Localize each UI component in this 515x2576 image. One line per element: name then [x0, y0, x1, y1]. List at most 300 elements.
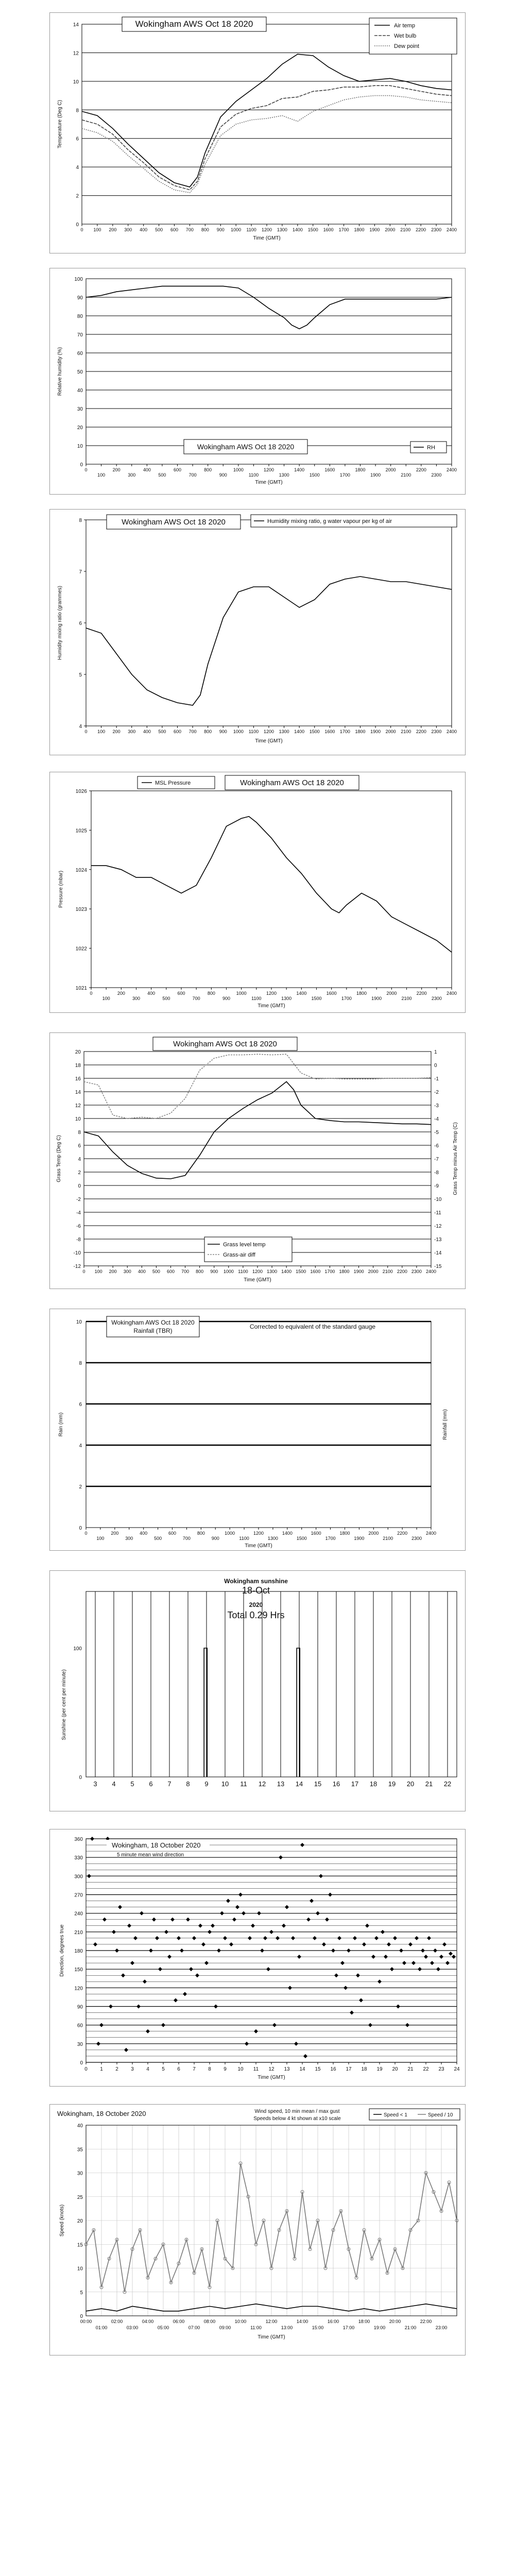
- x-tick-label: 1400: [282, 1531, 293, 1536]
- x-tick-label: 200: [117, 991, 125, 996]
- data-point: [374, 1936, 379, 1940]
- y-tick-label: 60: [77, 351, 83, 357]
- x-tick-label: 1400: [292, 227, 303, 232]
- x-tick-label: 2300: [411, 1269, 422, 1274]
- data-point: [143, 1979, 147, 1984]
- x-tick-label: 2100: [401, 472, 411, 478]
- legend-label: Speed < 1: [384, 2112, 407, 2118]
- x-tick-label: 1000: [225, 1531, 235, 1536]
- y-tick-label: -4: [76, 1210, 81, 1216]
- x-tick-label: 22: [423, 2066, 429, 2072]
- x-tick-label: 22: [443, 1780, 452, 1788]
- y-tick-label: 10: [73, 79, 79, 85]
- x-tick-label: 1200: [263, 729, 274, 734]
- x-tick-label: 2300: [411, 1536, 422, 1541]
- humidity-chart-svg: [50, 268, 465, 494]
- rainfall-chart: [49, 1309, 466, 1551]
- data-point: [344, 1986, 348, 1990]
- x-tick-label: 0: [84, 729, 88, 734]
- y-tick-label: 14: [75, 1090, 81, 1095]
- x-tick-label: 700: [185, 227, 194, 232]
- x-tick-label: 14:00: [296, 2319, 308, 2324]
- x-tick-label: 1100: [239, 1536, 249, 1541]
- x-tick-label: 19: [388, 1780, 396, 1788]
- data-point: [214, 2005, 218, 2009]
- legend-label: RH: [427, 445, 435, 451]
- y-tick-label: 7: [79, 569, 82, 575]
- y-tick-label: -6: [76, 1224, 81, 1229]
- x-tick-label: 1800: [355, 729, 366, 734]
- x-tick-label: 1300: [277, 227, 287, 232]
- data-point: [362, 1942, 366, 1946]
- data-point: [436, 1967, 440, 1971]
- wind-speed-chart-svg: [50, 2105, 465, 2355]
- y-tick-label: 40: [77, 2123, 83, 2129]
- data-point: [220, 1911, 224, 1916]
- y-tick-label: 35: [77, 2147, 83, 2153]
- x-tick-label: 1: [100, 2066, 103, 2072]
- x-tick-label: 21:00: [404, 2325, 417, 2330]
- data-point: [229, 1942, 233, 1946]
- mixing-ratio-chart-svg: [50, 510, 465, 755]
- y-tick-label: 6: [78, 1143, 81, 1149]
- x-tick-label: 11: [240, 1780, 247, 1788]
- grass-temp-chart-svg: [50, 1033, 465, 1289]
- x-tick-label: 100: [93, 227, 101, 232]
- y-tick-label: 4: [76, 165, 79, 171]
- x-tick-label: 11: [253, 2066, 259, 2072]
- y2-tick-label: -7: [434, 1157, 439, 1162]
- x-tick-label: 1100: [248, 472, 259, 478]
- data-point: [155, 1936, 159, 1940]
- data-point: [118, 1905, 122, 1909]
- y-tick-label: 2: [79, 1484, 82, 1490]
- x-tick-label: 7: [167, 1780, 171, 1788]
- data-point: [328, 1893, 332, 1897]
- y-tick-label: 10: [77, 444, 83, 449]
- x-tick-label: 1500: [307, 227, 318, 232]
- x-tick-label: 2400: [446, 467, 457, 472]
- x-tick-label: 1000: [233, 467, 244, 472]
- x-tick-label: 2400: [446, 729, 457, 734]
- y-axis-label: Direction, degrees true: [59, 1924, 65, 1977]
- y-tick-label: 8: [79, 518, 82, 523]
- legend-label: Grass level temp: [223, 1242, 266, 1248]
- x-tick-label: 2200: [416, 467, 426, 472]
- data-point: [282, 1924, 286, 1928]
- x-axis-label: Time (GMT): [258, 2334, 285, 2340]
- data-point: [340, 1961, 345, 1965]
- series-line-1: [84, 1054, 431, 1118]
- y-tick-label: 8: [79, 1361, 82, 1366]
- data-point: [313, 1936, 317, 1940]
- x-tick-label: 1900: [370, 729, 381, 734]
- y-tick-label: 20: [77, 425, 83, 431]
- data-point: [306, 1918, 311, 1922]
- data-point: [303, 2054, 307, 2058]
- x-tick-label: 700: [188, 472, 197, 478]
- y-tick-label: 80: [77, 314, 83, 319]
- x-axis-label: Time (GMT): [253, 235, 281, 241]
- x-tick-label: 1000: [223, 1269, 234, 1274]
- x-tick-label: 800: [201, 227, 209, 232]
- x-tick-label: 06:00: [173, 2319, 185, 2324]
- data-point: [242, 1911, 246, 1916]
- x-tick-label: 1300: [267, 1536, 278, 1541]
- data-point: [350, 2011, 354, 2015]
- x-tick-label: 20: [392, 2066, 398, 2072]
- y-tick-label: 0: [80, 2060, 83, 2066]
- series-line-2: [82, 96, 452, 193]
- x-tick-label: 1300: [279, 729, 289, 734]
- x-axis-label: Time (GMT): [244, 1277, 271, 1283]
- x-tick-label: 17: [346, 2066, 352, 2072]
- x-tick-label: 21: [425, 1780, 433, 1788]
- series-line-0: [91, 817, 452, 953]
- x-tick-label: 1000: [233, 729, 244, 734]
- data-point: [170, 1918, 175, 1922]
- x-tick-label: 2000: [385, 467, 396, 472]
- x-tick-label: 500: [158, 472, 166, 478]
- x-tick-label: 1500: [309, 472, 320, 478]
- y-tick-label: 1022: [75, 946, 87, 952]
- data-point: [322, 1942, 326, 1946]
- x-tick-label: 1000: [236, 991, 247, 996]
- series-line-0: [84, 1082, 431, 1179]
- data-point: [136, 2005, 141, 2009]
- y2-tick-label: -11: [434, 1210, 441, 1216]
- wind-speed-chart: [49, 2104, 466, 2355]
- x-tick-label: 400: [143, 467, 151, 472]
- x-tick-label: 300: [132, 996, 141, 1001]
- x-tick-label: 1900: [354, 1536, 365, 1541]
- data-point: [384, 1955, 388, 1959]
- pressure-chart: [49, 772, 466, 1013]
- y-tick-label: 2: [78, 1170, 81, 1176]
- y2-tick-label: -10: [434, 1197, 442, 1202]
- data-point: [300, 1843, 304, 1847]
- x-axis-label: Time (GMT): [245, 1543, 272, 1549]
- x-tick-label: 200: [112, 729, 121, 734]
- x-tick-label: 300: [128, 472, 136, 478]
- x-tick-label: 15: [315, 2066, 321, 2072]
- y-axis-label: Sunshine (per cent per minute): [61, 1669, 67, 1740]
- x-tick-label: 5: [162, 2066, 165, 2072]
- chart-title: Wokingham AWS Oct 18 2020: [111, 1319, 195, 1326]
- legend-label: Grass-air diff: [223, 1252, 255, 1258]
- x-tick-label: 13: [277, 1780, 285, 1788]
- x-tick-label: 800: [196, 1269, 204, 1274]
- y-tick-label: 100: [74, 277, 83, 282]
- data-point: [195, 1973, 199, 1977]
- y-tick-label: 50: [77, 369, 83, 375]
- y-axis-label: Temperature (Deg C): [57, 100, 63, 148]
- data-point: [140, 1911, 144, 1916]
- x-tick-label: 23: [438, 2066, 444, 2072]
- temperature-chart-svg: [50, 13, 465, 253]
- y-tick-label: 20: [75, 1049, 81, 1055]
- data-point: [133, 1936, 138, 1940]
- data-point: [204, 1961, 209, 1965]
- x-tick-label: 2300: [431, 729, 442, 734]
- x-tick-label: 2200: [416, 991, 427, 996]
- data-point: [223, 1936, 227, 1940]
- data-point: [279, 1855, 283, 1859]
- y-tick-label: 270: [74, 1892, 83, 1899]
- data-point: [399, 1948, 403, 1953]
- x-tick-label: 600: [166, 1269, 175, 1274]
- y-tick-label: 1021: [75, 986, 87, 991]
- x-tick-label: 09:00: [219, 2325, 231, 2330]
- y-tick-label: 15: [77, 2242, 83, 2248]
- data-point: [161, 2023, 165, 2027]
- data-point: [90, 1837, 94, 1841]
- x-tick-label: 1600: [326, 991, 337, 996]
- x-tick-label: 14: [295, 1780, 303, 1788]
- y-tick-label: -12: [73, 1264, 81, 1269]
- data-point: [192, 1936, 196, 1940]
- x-tick-label: 3: [93, 1780, 97, 1788]
- x-tick-label: 1300: [281, 996, 292, 1001]
- data-point: [291, 1936, 295, 1940]
- data-point: [121, 1973, 125, 1977]
- x-tick-label: 1400: [296, 991, 307, 996]
- x-tick-label: 2100: [382, 1269, 393, 1274]
- y2-tick-label: -5: [434, 1130, 439, 1136]
- x-tick-label: 2000: [368, 1531, 379, 1536]
- x-tick-label: 400: [140, 1531, 148, 1536]
- x-tick-label: 14: [299, 2066, 305, 2072]
- chart-subtitle: 5 minute mean wind direction: [117, 1852, 184, 1858]
- x-tick-label: 200: [109, 1269, 117, 1274]
- data-point: [235, 1905, 239, 1909]
- wind-direction-chart: [49, 1829, 466, 2087]
- x-tick-label: 13:00: [281, 2325, 293, 2330]
- x-tick-label: 8: [186, 1780, 190, 1788]
- x-tick-label: 20:00: [389, 2319, 401, 2324]
- x-tick-label: 1700: [339, 729, 350, 734]
- data-point: [164, 1930, 168, 1934]
- chart-note: Speeds below 4 kt shown at x10 scale: [253, 2116, 341, 2122]
- x-axis-label: Time (GMT): [255, 738, 283, 744]
- data-point: [449, 1952, 453, 1956]
- y-tick-label: 150: [74, 1967, 83, 1973]
- y-tick-label: 210: [74, 1929, 83, 1936]
- x-tick-label: 16: [330, 2066, 336, 2072]
- data-point: [285, 1905, 289, 1909]
- x-tick-label: 1300: [267, 1269, 278, 1274]
- x-tick-label: 400: [140, 227, 148, 232]
- data-point: [158, 1967, 162, 1971]
- x-tick-label: 800: [207, 991, 215, 996]
- y-tick-label: 18: [75, 1063, 81, 1069]
- x-tick-label: 2200: [416, 729, 426, 734]
- data-point: [316, 1911, 320, 1916]
- x-tick-label: 04:00: [142, 2319, 154, 2324]
- x-tick-label: 1900: [371, 996, 382, 1001]
- data-point: [260, 1948, 264, 1953]
- data-point: [442, 1942, 447, 1946]
- wind-direction-chart-svg: [50, 1829, 465, 2086]
- data-point: [201, 1942, 205, 1946]
- data-point: [396, 2005, 400, 2009]
- y-tick-label: 2: [76, 193, 79, 199]
- x-tick-label: 600: [170, 227, 179, 232]
- x-tick-label: 19: [376, 2066, 383, 2072]
- x-tick-label: 1600: [324, 467, 335, 472]
- x-tick-label: 1700: [338, 227, 349, 232]
- x-tick-label: 23:00: [435, 2325, 448, 2330]
- x-tick-label: 21: [407, 2066, 414, 2072]
- x-tick-label: 600: [168, 1531, 177, 1536]
- data-point: [146, 2029, 150, 2033]
- data-point: [439, 1955, 443, 1959]
- data-point: [393, 1936, 397, 1940]
- x-tick-label: 01:00: [95, 2325, 108, 2330]
- x-tick-label: 15:00: [312, 2325, 324, 2330]
- x-tick-label: 1200: [261, 227, 272, 232]
- data-point: [325, 1918, 329, 1922]
- sunshine-chart-svg: [50, 1571, 465, 1811]
- data-point: [310, 1899, 314, 1903]
- x-tick-label: 11:00: [250, 2325, 262, 2330]
- humidity-chart: [49, 268, 466, 495]
- y2-tick-label: -8: [434, 1170, 439, 1176]
- data-point: [109, 2005, 113, 2009]
- chart-title: Wokingham AWS Oct 18 2020: [197, 443, 295, 451]
- data-point: [272, 2023, 277, 2027]
- x-tick-label: 400: [147, 991, 156, 996]
- y-tick-label: 60: [77, 2023, 83, 2029]
- y-tick-label: 20: [77, 2218, 83, 2224]
- x-tick-label: 1100: [238, 1269, 248, 1274]
- x-tick-label: 1100: [246, 227, 256, 232]
- y2-tick-label: -15: [434, 1264, 442, 1269]
- x-tick-label: 18: [369, 1780, 377, 1788]
- y2-tick-label: -14: [434, 1250, 442, 1256]
- x-tick-label: 17:00: [342, 2325, 355, 2330]
- x-tick-label: 800: [204, 467, 212, 472]
- y-axis-label: Humidity mixing ratio (grammes): [57, 586, 63, 660]
- y-tick-label: 40: [77, 388, 83, 394]
- data-point: [87, 1874, 91, 1878]
- x-tick-label: 19:00: [373, 2325, 386, 2330]
- data-point: [371, 1955, 375, 1959]
- x-tick-label: 1300: [279, 472, 289, 478]
- y-axis-label: Rain (mm): [58, 1412, 64, 1437]
- x-tick-label: 12: [258, 1780, 266, 1788]
- x-tick-label: 500: [155, 227, 163, 232]
- x-tick-label: 2200: [416, 227, 426, 232]
- data-point: [331, 1948, 335, 1953]
- x-tick-label: 100: [96, 1536, 105, 1541]
- y-tick-label: 120: [74, 1986, 83, 1992]
- x-tick-label: 10: [221, 1780, 229, 1788]
- y-tick-label: 6: [79, 1402, 82, 1408]
- y-tick-label: 1023: [75, 907, 87, 913]
- x-tick-label: 03:00: [126, 2325, 139, 2330]
- data-point: [276, 1936, 280, 1940]
- x-tick-label: 2200: [397, 1531, 408, 1536]
- data-point: [198, 1924, 202, 1928]
- x-tick-label: 2400: [446, 991, 457, 996]
- x-tick-label: 700: [181, 1269, 190, 1274]
- x-tick-label: 1400: [294, 467, 305, 472]
- x-tick-label: 0: [84, 1531, 88, 1536]
- x-tick-label: 900: [210, 1269, 218, 1274]
- x-tick-label: 1200: [252, 1269, 263, 1274]
- data-point: [337, 1936, 341, 1940]
- data-point: [186, 1918, 190, 1922]
- chart-title: Wokingham AWS Oct 18 2020: [240, 778, 344, 787]
- x-tick-label: 500: [162, 996, 170, 1001]
- x-tick-label: 100: [102, 996, 110, 1001]
- x-tick-label: 1500: [311, 996, 322, 1001]
- x-tick-label: 7: [193, 2066, 196, 2072]
- data-point: [152, 1918, 156, 1922]
- x-tick-label: 0: [84, 2066, 88, 2072]
- y-tick-label: 10: [75, 1116, 81, 1122]
- x-tick-label: 8: [208, 2066, 211, 2072]
- x-tick-label: 1600: [310, 1269, 321, 1274]
- data-point: [208, 1930, 212, 1934]
- y-tick-label: 6: [76, 136, 79, 142]
- x-tick-label: 900: [216, 227, 225, 232]
- x-tick-label: 300: [125, 1536, 133, 1541]
- y2-tick-label: 1: [434, 1049, 437, 1055]
- x-tick-label: 4: [146, 2066, 149, 2072]
- sunshine-chart: [49, 1570, 466, 1811]
- data-point: [319, 1874, 323, 1878]
- y2-tick-label: -3: [434, 1103, 439, 1109]
- x-tick-label: 20: [406, 1780, 415, 1788]
- data-point: [115, 1948, 119, 1953]
- data-point: [353, 1936, 357, 1940]
- y-tick-label: 4: [79, 1443, 82, 1449]
- x-tick-label: 0: [80, 227, 83, 232]
- data-point: [427, 1936, 431, 1940]
- y-tick-label: 1024: [75, 867, 87, 873]
- chart-date: 18-Oct: [242, 1585, 270, 1596]
- legend-label: Wet bulb: [394, 33, 417, 39]
- y-tick-label: -8: [76, 1237, 81, 1243]
- x-tick-label: 2100: [383, 1536, 393, 1541]
- x-tick-label: 1600: [324, 729, 335, 734]
- x-tick-label: 1900: [353, 1269, 364, 1274]
- y-tick-label: 30: [77, 2041, 83, 2047]
- x-tick-label: 10:00: [234, 2319, 247, 2324]
- x-tick-label: 1200: [253, 1531, 264, 1536]
- x-tick-label: 100: [97, 472, 106, 478]
- data-point: [217, 1948, 221, 1953]
- y-tick-label: 25: [77, 2194, 83, 2200]
- x-tick-label: 1400: [294, 729, 305, 734]
- x-tick-label: 24: [454, 2066, 460, 2072]
- y-axis-label: Speed (knots): [59, 2204, 65, 2237]
- x-tick-label: 0: [82, 1269, 85, 1274]
- x-tick-label: 300: [123, 1269, 131, 1274]
- data-point: [356, 1973, 360, 1977]
- x-tick-label: 500: [152, 1269, 160, 1274]
- chart-subtitle: Rainfall (TBR): [133, 1327, 173, 1334]
- x-tick-label: 00:00: [80, 2319, 92, 2324]
- chart-title: Wokingham AWS Oct 18 2020: [135, 19, 253, 29]
- x-tick-label: 16: [332, 1780, 340, 1788]
- y-tick-label: 180: [74, 1948, 83, 1954]
- x-tick-label: 1400: [281, 1269, 292, 1274]
- data-point: [130, 1961, 134, 1965]
- y-tick-label: 4: [79, 724, 82, 730]
